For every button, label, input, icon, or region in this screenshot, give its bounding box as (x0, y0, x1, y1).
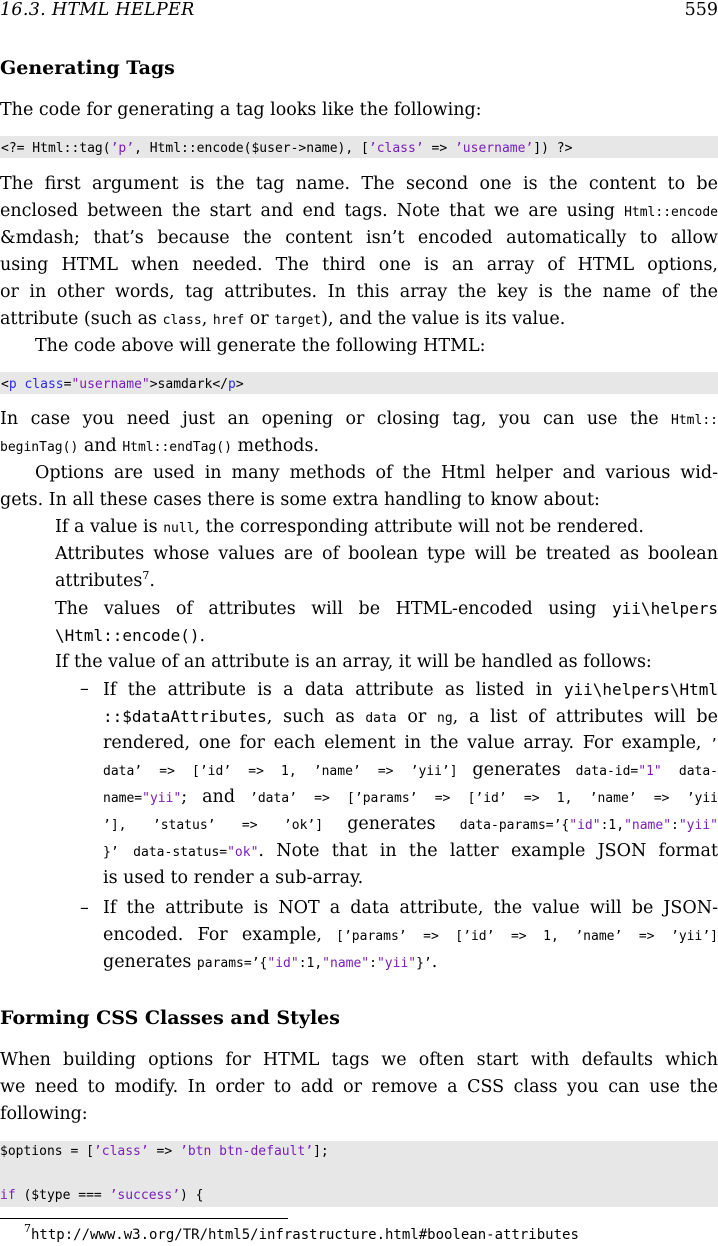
page-number: 559 (684, 0, 718, 20)
heading-forming-css: Forming CSS Classes and Styles (0, 1007, 340, 1029)
list-item: The values of attributes will be HTML-encoded using yii\helpers (55, 599, 718, 619)
list-item: If the value of an attribute is an array, it will be handled as follows: (55, 652, 652, 672)
footnote-marker: 7 (142, 569, 150, 583)
footnote-url[interactable]: http://www.w3.org/TR/html5/infrastructure.html#boolean-attributes (31, 1227, 579, 1243)
footnote-number: 7 (24, 1222, 31, 1236)
footnote (24, 1224, 579, 1244)
footnote-rule (0, 1218, 288, 1219)
heading-generating-tags: Generating Tags (0, 57, 175, 79)
code-block-tag: <?= Html::tag(’p’, Html::encode($user->name), [’class’ => ’username’]) ?> (0, 136, 718, 158)
list-item: If a value is null, the corresponding attribute will not be rendered. (55, 517, 644, 537)
running-header-section: 16.3. HTML HELPER (0, 0, 195, 20)
intro-text: The code for generating a tag looks like the following: (0, 100, 482, 120)
list-item: Attributes whose values are of boolean type will be treated as boolean (55, 544, 718, 564)
dash-bullet: – (80, 679, 89, 699)
dash-bullet: – (80, 898, 89, 918)
code-block-options: $options = [’class’ => ’btn btn-default’]; if ($type === ’success’) { (0, 1141, 718, 1207)
code-block-html-output: <p class="username">samdark</p> (0, 372, 718, 394)
